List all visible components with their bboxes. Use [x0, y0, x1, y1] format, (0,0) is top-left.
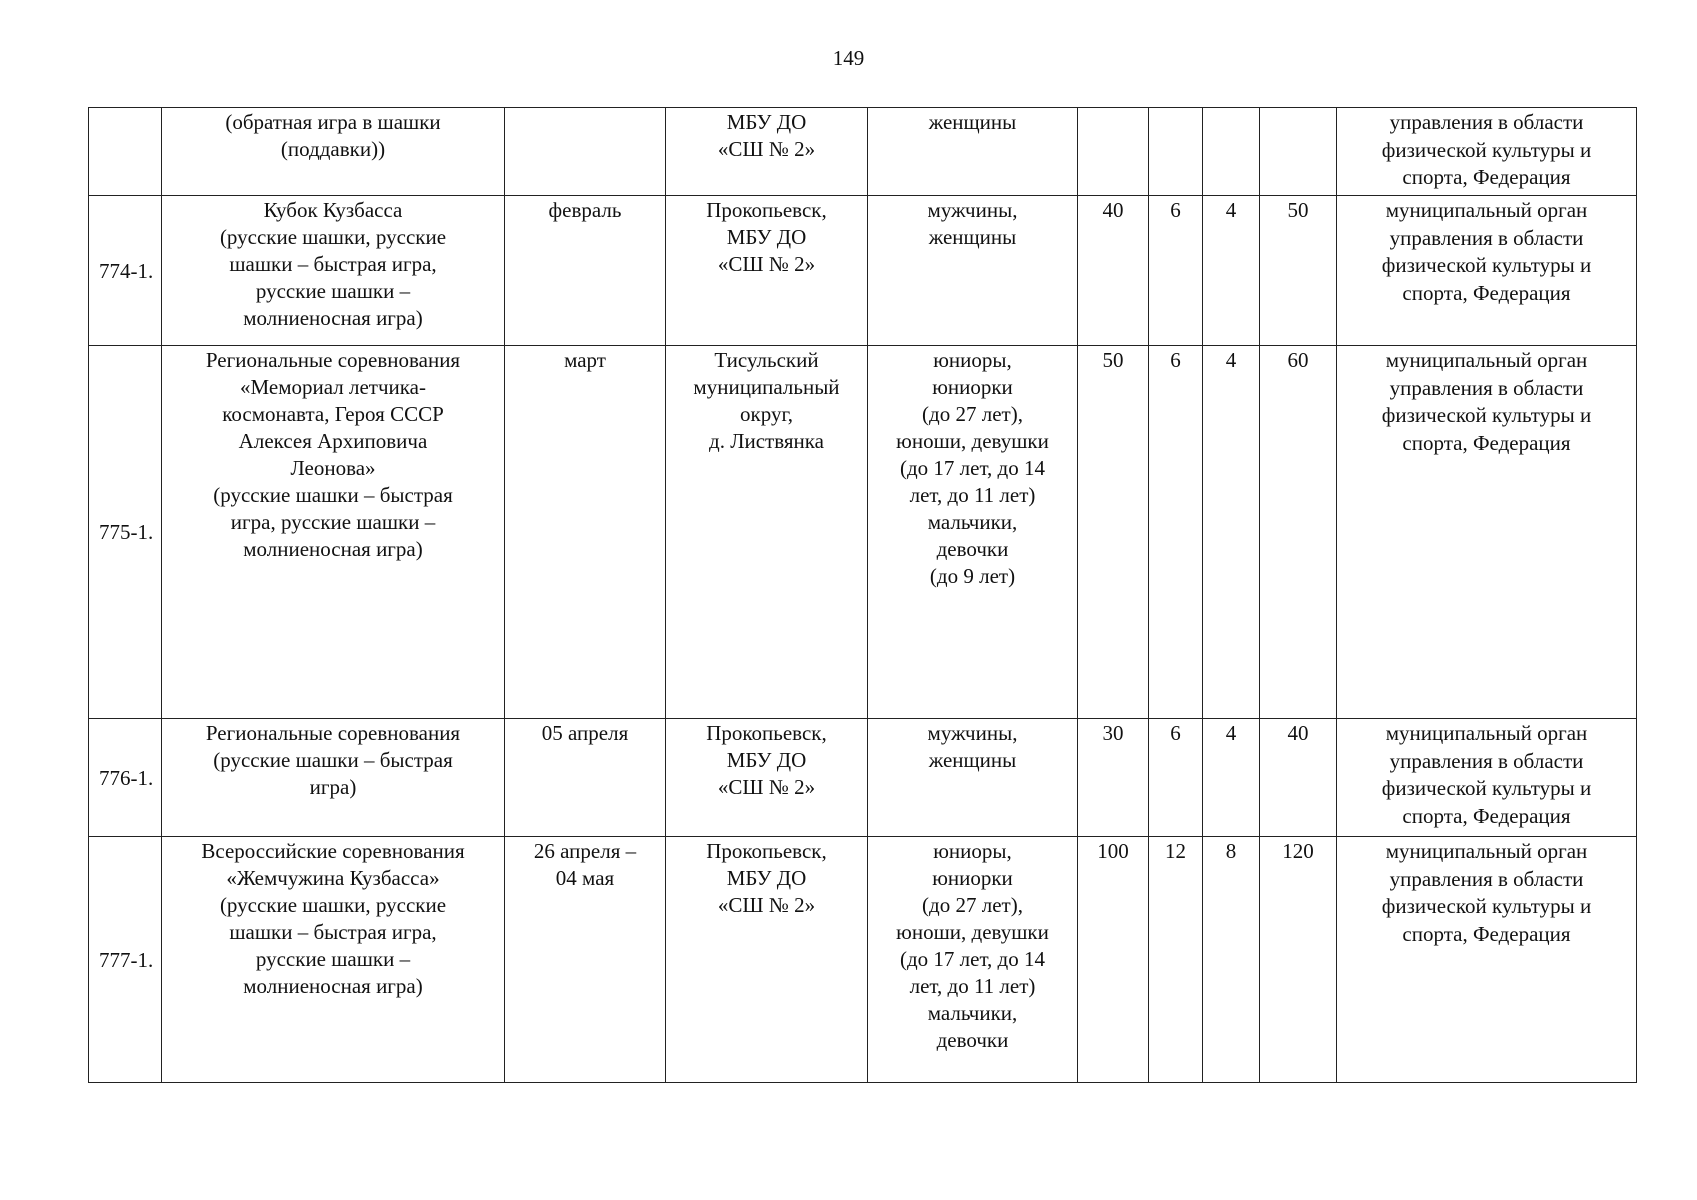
count-3: 4 [1203, 719, 1260, 837]
event-dates-line: 26 апреля – [533, 839, 637, 863]
organizer-line: управления в области [1389, 110, 1584, 134]
participants-line: мальчики, [927, 510, 1018, 534]
organizer-line: управления в области [1389, 748, 1584, 773]
event-place [666, 719, 868, 837]
event-dates [505, 108, 666, 196]
event-name-line: Всероссийские соревнования [201, 839, 465, 863]
event-place-line: Прокопьевск, [706, 839, 827, 863]
participants-line: мужчины, [927, 721, 1018, 745]
organizer-line: физической культуры и [1381, 253, 1592, 277]
count-3: 8 [1203, 837, 1260, 1083]
count-2 [1149, 108, 1203, 196]
count-2: 6 [1149, 196, 1203, 346]
count-1: 40 [1078, 196, 1149, 346]
participants-line: девочки [936, 1028, 1009, 1052]
participants-line: юноши, девушки [896, 920, 1049, 944]
count-total: 50 [1260, 196, 1337, 346]
event-name [162, 108, 505, 196]
event-name-line: игра) [309, 775, 357, 799]
count-total: 60 [1260, 346, 1337, 719]
event-name-line: шашки – быстрая игра, [229, 252, 437, 276]
count-1 [1078, 108, 1149, 196]
participants [868, 108, 1078, 196]
count-total: 40 [1260, 719, 1337, 837]
participants-line: лет, до 11 лет) [909, 483, 1036, 507]
table-row [89, 346, 1637, 719]
event-place-line: МБУ ДО [726, 225, 807, 249]
table-row [89, 108, 1637, 196]
event-name-line: Региональные соревнования [205, 721, 461, 745]
event-place-line: «СШ № 2» [717, 137, 816, 161]
organizer-line: муниципальный орган [1385, 839, 1588, 863]
row-number: 776-1. [89, 719, 162, 837]
participants [868, 719, 1078, 837]
organizer-line: муниципальный орган [1385, 348, 1588, 372]
participants [868, 346, 1078, 719]
count-1: 30 [1078, 719, 1149, 837]
event-name-line: Леонова» [290, 456, 376, 480]
table-row [89, 837, 1637, 1083]
participants-line: женщины [928, 110, 1017, 134]
row-number: 774-1. [89, 196, 162, 346]
row-number [89, 108, 162, 196]
event-place [666, 346, 868, 719]
organizer-line: физической культуры и [1381, 776, 1592, 800]
row-number: 777-1. [89, 837, 162, 1083]
count-3: 4 [1203, 196, 1260, 346]
event-name-line: Алексея Архиповича [238, 429, 428, 453]
organizer-line: спорта, Федерация [1402, 165, 1571, 189]
event-dates [505, 346, 666, 719]
event-name-line: Региональные соревнования [205, 348, 461, 372]
event-name-line: (русские шашки – быстрая [213, 483, 453, 507]
organizer-line: управления в области [1389, 866, 1584, 891]
event-place-line: Прокопьевск, [706, 198, 827, 222]
table-body [89, 108, 1637, 1083]
event-place-line: «СШ № 2» [717, 893, 816, 917]
organizer-line: спорта, Федерация [1402, 803, 1571, 828]
event-place-line: округ, [740, 402, 793, 426]
event-place-line: МБУ ДО [726, 866, 807, 890]
organizer [1337, 196, 1637, 346]
event-name [162, 346, 505, 719]
table-row [89, 196, 1637, 346]
participants-line: девочки [936, 537, 1009, 561]
event-place-line: МБУ ДО [726, 110, 807, 134]
event-name [162, 837, 505, 1083]
event-name-line: молниеносная игра) [243, 306, 423, 330]
event-name-line: «Жемчужина Кузбасса» [226, 866, 440, 890]
event-place [666, 108, 868, 196]
participants [868, 196, 1078, 346]
event-name-line: русские шашки – [255, 947, 411, 971]
event-place-line: Тисульский [714, 348, 819, 372]
participants-line: (до 17 лет, до 14 [899, 456, 1045, 480]
event-place-line: МБУ ДО [726, 748, 807, 772]
participants-line: юниорки [932, 866, 1013, 890]
event-name-line: игра, русские шашки – [230, 510, 436, 534]
organizer [1337, 346, 1637, 719]
event-place-line: д. Листвянка [709, 429, 824, 453]
participants-line: (до 9 лет) [929, 564, 1016, 588]
event-name [162, 719, 505, 837]
event-name-line: «Мемориал летчика- [240, 375, 426, 399]
events-table [88, 107, 1637, 1083]
participants-line: (до 27 лет), [922, 893, 1023, 917]
count-3: 4 [1203, 346, 1260, 719]
participants-line: (до 17 лет, до 14 [899, 947, 1045, 971]
event-name-line: молниеносная игра) [243, 974, 423, 998]
participants-line: лет, до 11 лет) [909, 974, 1036, 998]
count-total [1260, 108, 1337, 196]
participants-line: юниоры, [933, 348, 1012, 372]
organizer [1337, 719, 1637, 837]
event-dates-line: февраль [548, 198, 622, 222]
participants-line: женщины [928, 748, 1017, 772]
organizer-line: управления в области [1389, 375, 1584, 400]
event-name-line: (русские шашки, русские [219, 893, 447, 917]
participants [868, 837, 1078, 1083]
organizer-line: управления в области [1389, 225, 1584, 250]
participants-line: (до 27 лет), [922, 402, 1023, 426]
count-2: 12 [1149, 837, 1203, 1083]
row-number: 775-1. [89, 346, 162, 719]
organizer [1337, 108, 1637, 196]
organizer-line: спорта, Федерация [1402, 921, 1571, 946]
count-3 [1203, 108, 1260, 196]
participants-line: юниоры, [933, 839, 1012, 863]
event-place-line: муниципальный [693, 375, 840, 399]
participants-line: юноши, девушки [896, 429, 1049, 453]
event-name-line: Кубок Кузбасса [263, 198, 403, 222]
event-place-line: Прокопьевск, [706, 721, 827, 745]
event-name-line: молниеносная игра) [243, 537, 423, 561]
event-name-line: (русские шашки, русские [219, 225, 447, 249]
event-name-line: (обратная игра в шашки [225, 110, 441, 134]
event-place-line: «СШ № 2» [717, 252, 816, 276]
event-place [666, 196, 868, 346]
event-dates-line: 04 мая [555, 866, 615, 890]
event-name-line: русские шашки – [255, 279, 411, 303]
count-1: 50 [1078, 346, 1149, 719]
event-name [162, 196, 505, 346]
count-2: 6 [1149, 346, 1203, 719]
organizer-line: спорта, Федерация [1402, 280, 1571, 305]
organizer-line: муниципальный орган [1385, 198, 1588, 222]
event-dates [505, 837, 666, 1083]
organizer-line: физической культуры и [1381, 403, 1592, 427]
event-name-line: (поддавки)) [280, 137, 386, 161]
count-1: 100 [1078, 837, 1149, 1083]
event-place-line: «СШ № 2» [717, 775, 816, 799]
participants-line: мужчины, [927, 198, 1018, 222]
participants-line: мальчики, [927, 1001, 1018, 1025]
event-place [666, 837, 868, 1083]
organizer-line: физической культуры и [1381, 894, 1592, 918]
organizer [1337, 837, 1637, 1083]
count-total: 120 [1260, 837, 1337, 1083]
count-2: 6 [1149, 719, 1203, 837]
event-dates [505, 196, 666, 346]
participants-line: юниорки [932, 375, 1013, 399]
organizer-line: муниципальный орган [1385, 721, 1588, 745]
event-name-line: (русские шашки – быстрая [213, 748, 453, 772]
event-dates [505, 719, 666, 837]
table-row [89, 719, 1637, 837]
event-dates-line: март [564, 348, 606, 372]
event-dates-line: 05 апреля [541, 721, 629, 745]
organizer-line: спорта, Федерация [1402, 430, 1571, 455]
participants-line: женщины [928, 225, 1017, 249]
event-name-line: космонавта, Героя СССР [222, 402, 444, 426]
page-number: 149 [832, 46, 865, 70]
organizer-line: физической культуры и [1381, 137, 1592, 162]
event-name-line: шашки – быстрая игра, [229, 920, 437, 944]
